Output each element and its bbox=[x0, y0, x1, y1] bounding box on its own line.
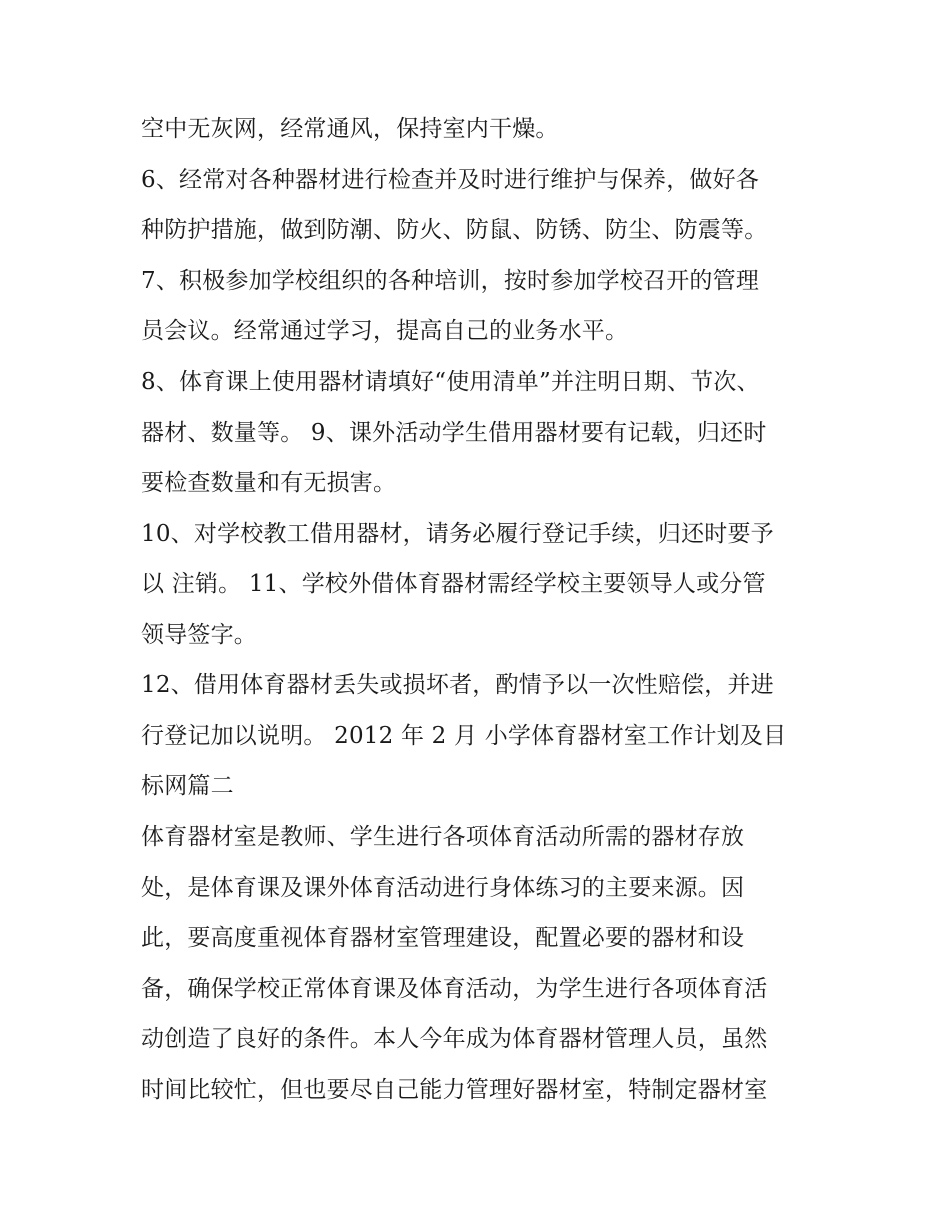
text-line: 体育器材室是教师、学生进行各项体育活动所需的器材存放 bbox=[141, 824, 745, 850]
text-line: 动创造了良好的条件。本人今年成为体育器材管理人员，虽然 bbox=[141, 1026, 768, 1052]
text-line: 时间比较忙，但也要尽自己能力管理好器材室，特制定器材室 bbox=[141, 1077, 768, 1103]
text-line: 空中无灰网，经常通风，保持室内干燥。 bbox=[141, 116, 559, 142]
text-line: 行登记加以说明。 2012 年 2 月 小学体育器材室工作计划及目 bbox=[141, 723, 787, 749]
text-line: 标网篇二 bbox=[141, 773, 234, 799]
text-line: 领导签字。 bbox=[141, 622, 257, 648]
text-line: 7、积极参加学校组织的各种培训，按时参加学校召开的管理 bbox=[141, 268, 760, 294]
text-line: 6、经常对各种器材进行检查并及时进行维护与保养，做好各 bbox=[141, 167, 760, 193]
text-line: 员会议。经常通过学习，提高自己的业务水平。 bbox=[141, 318, 629, 344]
text-line: 8、体育课上使用器材请填好“使用清单”并注明日期、节次、 bbox=[141, 369, 760, 395]
text-line: 备，确保学校正常体育课及体育活动，为学生进行各项体育活 bbox=[141, 976, 768, 1002]
text-line: 以 注销。 11、学校外借体育器材需经学校主要领导人或分管 bbox=[141, 571, 766, 597]
text-line: 10、对学校教工借用器材，请务必履行登记手续，归还时要予 bbox=[141, 521, 774, 547]
text-line: 12、借用体育器材丢失或损坏者，酌情予以一次性赔偿，并进 bbox=[141, 672, 774, 698]
text-line: 器材、数量等。 9、课外活动学生借用器材要有记载，归还时 bbox=[141, 420, 767, 446]
text-line: 要检查数量和有无损害。 bbox=[141, 470, 397, 496]
text-line: 此，要高度重视体育器材室管理建设，配置必要的器材和设 bbox=[141, 925, 745, 951]
text-line: 种防护措施，做到防潮、防火、防鼠、防锈、防尘、防震等。 bbox=[141, 217, 768, 243]
text-line: 处，是体育课及课外体育活动进行身体练习的主要来源。因 bbox=[141, 875, 745, 901]
